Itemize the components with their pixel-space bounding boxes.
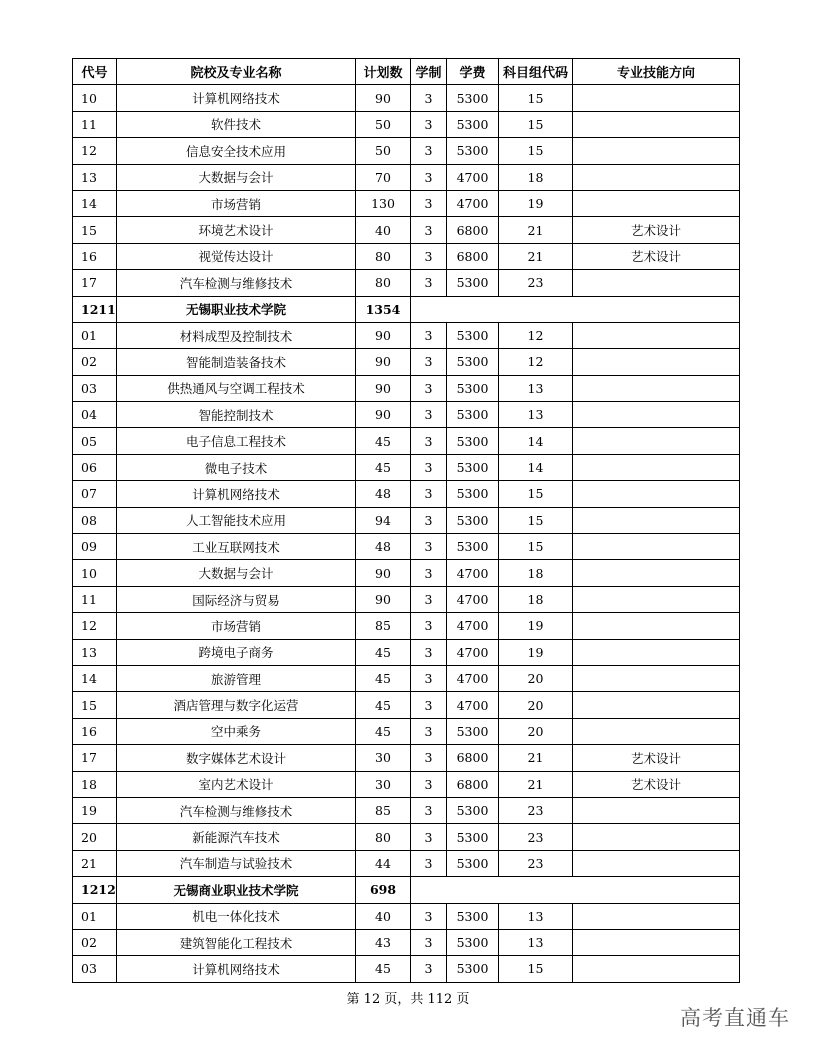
- page-number: 第 12 页，共 112 页: [346, 992, 470, 1007]
- cell-code: 03: [73, 956, 117, 982]
- cell-skill: [573, 190, 740, 216]
- cell-code: 16: [73, 243, 117, 269]
- cell-name: 国际经济与贸易: [117, 586, 356, 612]
- cell-fee: 5300: [447, 111, 499, 137]
- table-row: [73, 850, 740, 876]
- cell-years: 3: [411, 586, 447, 612]
- cell-code: 13: [73, 164, 117, 190]
- cell-code: 09: [73, 534, 117, 560]
- cell-subject-code: 15: [499, 138, 573, 164]
- cell-years: 3: [411, 111, 447, 137]
- cell-subject-code: 13: [499, 929, 573, 955]
- cell-years: 3: [411, 190, 447, 216]
- table-row: [73, 85, 740, 111]
- cell-years: 3: [411, 270, 447, 296]
- header-years: 学制: [411, 59, 447, 85]
- cell-code: 21: [73, 850, 117, 876]
- cell-plan: 40: [356, 903, 411, 929]
- table-row: [73, 718, 740, 744]
- cell-name: 视觉传达设计: [117, 243, 356, 269]
- cell-years: 3: [411, 929, 447, 955]
- cell-name: 建筑智能化工程技术: [117, 929, 356, 955]
- cell-skill: [573, 665, 740, 691]
- table-row: [73, 956, 740, 982]
- cell-code: 13: [73, 639, 117, 665]
- cell-subject-code: 13: [499, 903, 573, 929]
- cell-name: 电子信息工程技术: [117, 428, 356, 454]
- cell-fee: 5300: [447, 718, 499, 744]
- table-row: [73, 454, 740, 480]
- cell-code: 04: [73, 402, 117, 428]
- cell-code: 19: [73, 797, 117, 823]
- cell-fee: 6800: [447, 745, 499, 771]
- cell-plan: 50: [356, 138, 411, 164]
- school-row: [73, 296, 740, 322]
- cell-name: 供热通风与空调工程技术: [117, 375, 356, 401]
- cell-subject-code: 15: [499, 481, 573, 507]
- cell-fee: 5300: [447, 402, 499, 428]
- school-row-blank: [411, 296, 740, 322]
- cell-name: 数字媒体艺术设计: [117, 745, 356, 771]
- cell-years: 3: [411, 322, 447, 348]
- cell-plan: 70: [356, 164, 411, 190]
- cell-name: 汽车检测与维修技术: [117, 270, 356, 296]
- cell-plan: 45: [356, 692, 411, 718]
- table-row: [73, 111, 740, 137]
- cell-plan: 48: [356, 481, 411, 507]
- cell-name: 室内艺术设计: [117, 771, 356, 797]
- cell-code: 18: [73, 771, 117, 797]
- cell-skill: 艺术设计: [573, 745, 740, 771]
- cell-subject-code: 21: [499, 745, 573, 771]
- cell-name: 材料成型及控制技术: [117, 322, 356, 348]
- cell-plan: 48: [356, 534, 411, 560]
- table-row: [73, 745, 740, 771]
- cell-fee: 4700: [447, 639, 499, 665]
- cell-name: 信息安全技术应用: [117, 138, 356, 164]
- cell-fee: 6800: [447, 217, 499, 243]
- cell-code: 02: [73, 349, 117, 375]
- cell-skill: 艺术设计: [573, 243, 740, 269]
- cell-plan: 45: [356, 956, 411, 982]
- school-code: 1211: [73, 296, 117, 322]
- table-row: [73, 190, 740, 216]
- cell-skill: [573, 639, 740, 665]
- cell-years: 3: [411, 375, 447, 401]
- table-row: [73, 771, 740, 797]
- admission-plan-table: [72, 58, 740, 983]
- cell-years: 3: [411, 771, 447, 797]
- table-row: [73, 560, 740, 586]
- cell-skill: [573, 824, 740, 850]
- cell-skill: [573, 349, 740, 375]
- cell-code: 10: [73, 560, 117, 586]
- cell-name: 环境艺术设计: [117, 217, 356, 243]
- cell-name: 工业互联网技术: [117, 534, 356, 560]
- table-row: [73, 639, 740, 665]
- cell-code: 10: [73, 85, 117, 111]
- cell-plan: 90: [356, 349, 411, 375]
- cell-skill: [573, 322, 740, 348]
- table-row: [73, 428, 740, 454]
- cell-plan: 80: [356, 824, 411, 850]
- cell-subject-code: 21: [499, 771, 573, 797]
- cell-subject-code: 15: [499, 956, 573, 982]
- cell-plan: 85: [356, 613, 411, 639]
- cell-subject-code: 20: [499, 665, 573, 691]
- cell-fee: 4700: [447, 692, 499, 718]
- cell-subject-code: 23: [499, 850, 573, 876]
- cell-code: 01: [73, 903, 117, 929]
- cell-plan: 90: [356, 375, 411, 401]
- cell-code: 06: [73, 454, 117, 480]
- cell-fee: 5300: [447, 138, 499, 164]
- cell-fee: 5300: [447, 797, 499, 823]
- header-code: 代号: [73, 59, 117, 85]
- cell-subject-code: 13: [499, 375, 573, 401]
- cell-skill: [573, 111, 740, 137]
- table-row: [73, 797, 740, 823]
- cell-code: 01: [73, 322, 117, 348]
- cell-fee: 5300: [447, 903, 499, 929]
- cell-fee: 5300: [447, 270, 499, 296]
- cell-plan: 30: [356, 745, 411, 771]
- cell-name: 空中乘务: [117, 718, 356, 744]
- cell-plan: 50: [356, 111, 411, 137]
- cell-code: 02: [73, 929, 117, 955]
- cell-name: 汽车制造与试验技术: [117, 850, 356, 876]
- cell-years: 3: [411, 824, 447, 850]
- school-row: [73, 877, 740, 903]
- cell-subject-code: 19: [499, 190, 573, 216]
- cell-name: 旅游管理: [117, 665, 356, 691]
- cell-subject-code: 15: [499, 534, 573, 560]
- cell-plan: 80: [356, 243, 411, 269]
- cell-subject-code: 12: [499, 349, 573, 375]
- cell-subject-code: 14: [499, 454, 573, 480]
- cell-name: 跨境电子商务: [117, 639, 356, 665]
- cell-years: 3: [411, 481, 447, 507]
- cell-subject-code: 19: [499, 613, 573, 639]
- cell-name: 酒店管理与数字化运营: [117, 692, 356, 718]
- school-code: 1212: [73, 877, 117, 903]
- cell-skill: [573, 481, 740, 507]
- table-row: [73, 270, 740, 296]
- cell-name: 市场营销: [117, 613, 356, 639]
- cell-code: 14: [73, 665, 117, 691]
- cell-fee: 4700: [447, 190, 499, 216]
- cell-code: 07: [73, 481, 117, 507]
- cell-name: 计算机网络技术: [117, 481, 356, 507]
- cell-plan: 45: [356, 639, 411, 665]
- cell-years: 3: [411, 349, 447, 375]
- cell-skill: [573, 138, 740, 164]
- cell-fee: 5300: [447, 507, 499, 533]
- cell-years: 3: [411, 560, 447, 586]
- cell-years: 3: [411, 718, 447, 744]
- cell-years: 3: [411, 243, 447, 269]
- cell-subject-code: 21: [499, 243, 573, 269]
- table-row: [73, 349, 740, 375]
- cell-fee: 5300: [447, 956, 499, 982]
- cell-name: 微电子技术: [117, 454, 356, 480]
- cell-fee: 4700: [447, 613, 499, 639]
- table-row: [73, 243, 740, 269]
- cell-subject-code: 14: [499, 428, 573, 454]
- cell-name: 智能控制技术: [117, 402, 356, 428]
- cell-code: 15: [73, 217, 117, 243]
- table-row: [73, 322, 740, 348]
- cell-skill: 艺术设计: [573, 217, 740, 243]
- school-name: 无锡商业职业技术学院: [117, 877, 356, 903]
- cell-years: 3: [411, 138, 447, 164]
- cell-skill: [573, 903, 740, 929]
- cell-subject-code: 15: [499, 507, 573, 533]
- cell-fee: 5300: [447, 850, 499, 876]
- cell-fee: 5300: [447, 375, 499, 401]
- cell-subject-code: 23: [499, 824, 573, 850]
- cell-skill: [573, 270, 740, 296]
- cell-plan: 80: [356, 270, 411, 296]
- cell-name: 智能制造装备技术: [117, 349, 356, 375]
- header-fee: 学费: [447, 59, 499, 85]
- table-row: [73, 692, 740, 718]
- school-plan: 1354: [356, 296, 411, 322]
- table-row: [73, 665, 740, 691]
- header-plan: 计划数: [356, 59, 411, 85]
- cell-skill: [573, 613, 740, 639]
- cell-fee: 4700: [447, 164, 499, 190]
- cell-years: 3: [411, 956, 447, 982]
- school-plan: 698: [356, 877, 411, 903]
- table-row: [73, 217, 740, 243]
- cell-years: 3: [411, 454, 447, 480]
- cell-code: 08: [73, 507, 117, 533]
- cell-fee: 5300: [447, 85, 499, 111]
- cell-plan: 90: [356, 560, 411, 586]
- table-row: [73, 375, 740, 401]
- cell-plan: 90: [356, 322, 411, 348]
- cell-skill: [573, 797, 740, 823]
- cell-fee: 6800: [447, 243, 499, 269]
- cell-years: 3: [411, 639, 447, 665]
- header-skill: 专业技能方向: [573, 59, 740, 85]
- cell-plan: 90: [356, 402, 411, 428]
- table-header-row: [73, 59, 740, 85]
- school-name: 无锡职业技术学院: [117, 296, 356, 322]
- cell-code: 16: [73, 718, 117, 744]
- cell-subject-code: 21: [499, 217, 573, 243]
- cell-code: 12: [73, 138, 117, 164]
- cell-fee: 4700: [447, 560, 499, 586]
- cell-skill: [573, 692, 740, 718]
- cell-name: 计算机网络技术: [117, 85, 356, 111]
- cell-code: 20: [73, 824, 117, 850]
- cell-years: 3: [411, 85, 447, 111]
- cell-subject-code: 23: [499, 270, 573, 296]
- cell-code: 15: [73, 692, 117, 718]
- cell-subject-code: 15: [499, 85, 573, 111]
- cell-name: 汽车检测与维修技术: [117, 797, 356, 823]
- cell-fee: 5300: [447, 824, 499, 850]
- cell-skill: [573, 534, 740, 560]
- table-row: [73, 586, 740, 612]
- cell-years: 3: [411, 665, 447, 691]
- cell-name: 软件技术: [117, 111, 356, 137]
- cell-code: 05: [73, 428, 117, 454]
- cell-plan: 90: [356, 85, 411, 111]
- cell-code: 17: [73, 745, 117, 771]
- cell-name: 大数据与会计: [117, 164, 356, 190]
- cell-fee: 5300: [447, 534, 499, 560]
- cell-fee: 5300: [447, 929, 499, 955]
- cell-subject-code: 20: [499, 692, 573, 718]
- cell-plan: 94: [356, 507, 411, 533]
- cell-subject-code: 23: [499, 797, 573, 823]
- cell-plan: 90: [356, 586, 411, 612]
- cell-subject-code: 15: [499, 111, 573, 137]
- cell-skill: [573, 718, 740, 744]
- cell-fee: 5300: [447, 349, 499, 375]
- cell-name: 市场营销: [117, 190, 356, 216]
- cell-code: 11: [73, 586, 117, 612]
- table-row: [73, 929, 740, 955]
- table-row: [73, 507, 740, 533]
- cell-name: 大数据与会计: [117, 560, 356, 586]
- cell-skill: [573, 164, 740, 190]
- cell-skill: [573, 454, 740, 480]
- cell-fee: 4700: [447, 665, 499, 691]
- cell-years: 3: [411, 745, 447, 771]
- cell-skill: [573, 402, 740, 428]
- cell-years: 3: [411, 613, 447, 639]
- cell-code: 14: [73, 190, 117, 216]
- cell-skill: [573, 586, 740, 612]
- cell-code: 11: [73, 111, 117, 137]
- table-row: [73, 481, 740, 507]
- table-row: [73, 534, 740, 560]
- cell-code: 17: [73, 270, 117, 296]
- cell-plan: 43: [356, 929, 411, 955]
- cell-name: 新能源汽车技术: [117, 824, 356, 850]
- cell-years: 3: [411, 850, 447, 876]
- cell-plan: 45: [356, 665, 411, 691]
- cell-years: 3: [411, 692, 447, 718]
- table-row: [73, 402, 740, 428]
- cell-fee: 5300: [447, 322, 499, 348]
- cell-fee: 6800: [447, 771, 499, 797]
- cell-skill: 艺术设计: [573, 771, 740, 797]
- cell-subject-code: 20: [499, 718, 573, 744]
- cell-skill: [573, 956, 740, 982]
- cell-years: 3: [411, 534, 447, 560]
- cell-subject-code: 13: [499, 402, 573, 428]
- cell-plan: 45: [356, 718, 411, 744]
- cell-code: 03: [73, 375, 117, 401]
- table-row: [73, 824, 740, 850]
- cell-name: 计算机网络技术: [117, 956, 356, 982]
- watermark-logo: 高考直通车: [680, 1006, 790, 1030]
- table-row: [73, 138, 740, 164]
- cell-skill: [573, 850, 740, 876]
- header-subject-code: 科目组代码: [499, 59, 573, 85]
- school-row-blank: [411, 877, 740, 903]
- cell-skill: [573, 507, 740, 533]
- cell-skill: [573, 375, 740, 401]
- cell-subject-code: 18: [499, 560, 573, 586]
- cell-skill: [573, 428, 740, 454]
- cell-years: 3: [411, 164, 447, 190]
- cell-years: 3: [411, 797, 447, 823]
- cell-code: 12: [73, 613, 117, 639]
- cell-plan: 44: [356, 850, 411, 876]
- cell-years: 3: [411, 428, 447, 454]
- header-name: 院校及专业名称: [117, 59, 356, 85]
- cell-fee: 4700: [447, 586, 499, 612]
- cell-subject-code: 18: [499, 164, 573, 190]
- table-row: [73, 613, 740, 639]
- cell-years: 3: [411, 507, 447, 533]
- cell-years: 3: [411, 903, 447, 929]
- cell-plan: 30: [356, 771, 411, 797]
- cell-years: 3: [411, 402, 447, 428]
- cell-skill: [573, 560, 740, 586]
- cell-plan: 85: [356, 797, 411, 823]
- cell-years: 3: [411, 217, 447, 243]
- cell-plan: 45: [356, 428, 411, 454]
- table-row: [73, 903, 740, 929]
- cell-fee: 5300: [447, 428, 499, 454]
- cell-subject-code: 18: [499, 586, 573, 612]
- cell-plan: 40: [356, 217, 411, 243]
- cell-plan: 45: [356, 454, 411, 480]
- cell-subject-code: 12: [499, 322, 573, 348]
- cell-name: 机电一体化技术: [117, 903, 356, 929]
- cell-subject-code: 19: [499, 639, 573, 665]
- cell-plan: 130: [356, 190, 411, 216]
- table-row: [73, 164, 740, 190]
- cell-fee: 5300: [447, 481, 499, 507]
- cell-skill: [573, 929, 740, 955]
- cell-name: 人工智能技术应用: [117, 507, 356, 533]
- cell-skill: [573, 85, 740, 111]
- cell-fee: 5300: [447, 454, 499, 480]
